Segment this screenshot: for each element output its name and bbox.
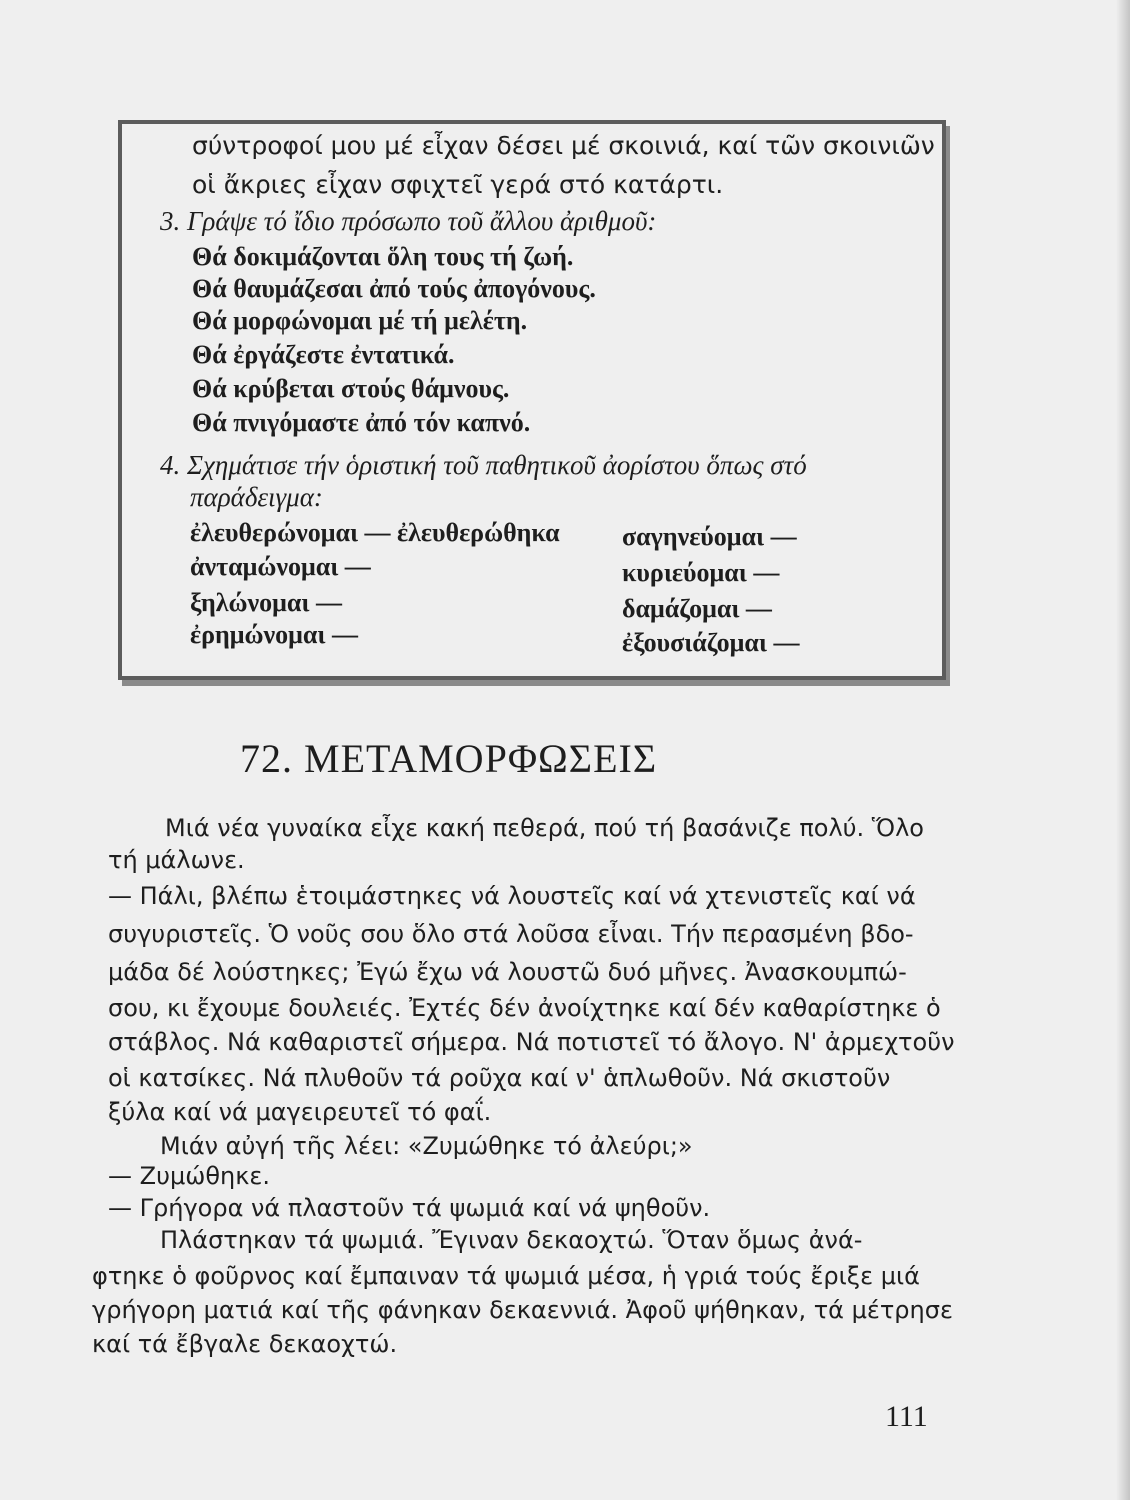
exercise-4-left-item: ἐλευθερώνομαι — ἐλευθερώθηκα — [190, 518, 560, 547]
page-edge-shadow — [1116, 0, 1130, 1500]
exercise-3-item: Θά θαυμάζεσαι ἀπό τούς ἀπογόνους. — [192, 274, 596, 303]
story-line: μάδα δέ λούστηκες; Ἐγώ ἔχω νά λουστῶ δυό μῆνες. Ἀνασκουμπώ- — [108, 958, 907, 986]
intro-line-1: σύντροφοί μου μέ εἶχαν δέσει μέ σκοινιά, καί τῶν σκοινιῶν — [192, 131, 935, 160]
story-line: σου, κι ἔχουμε δουλειές. Ἐχτές δέν ἀνοίχτηκε καί δέν καθαρίστηκε ὁ — [108, 994, 941, 1022]
exercise-4-right-item: σαγηνεύομαι — — [622, 522, 797, 551]
page-number: 111 — [885, 1400, 928, 1433]
story-line: γρήγορη ματιά καί τῆς φάνηκαν δεκαεννιά. Ἀφοῦ ψήθηκαν, τά μέτρησε — [92, 1296, 953, 1324]
story-line: — Γρήγορα νά πλαστοῦν τά ψωμιά καί νά ψηθοῦν. — [108, 1194, 711, 1222]
story-line: ξύλα καί νά μαγειρευτεῖ τό φαΐ. — [108, 1098, 492, 1126]
story-line: στάβλος. Νά καθαριστεῖ σήμερα. Νά ποτιστεῖ τό ἄλογο. Ν' ἀρμεχτοῦν — [108, 1028, 955, 1056]
story-line: Πλάστηκαν τά ψωμιά. Ἔγιναν δεκαοχτώ. Ὅταν ὅμως ἀνά- — [160, 1226, 863, 1254]
exercise-3-item: Θά ἐργάζεστε ἐντατικά. — [192, 340, 455, 369]
exercise-4-left-item: ἐρημώνομαι — — [190, 620, 358, 649]
story-line: τή μάλωνε. — [108, 846, 245, 874]
exercise-3-item: Θά μορφώνομαι μέ τή μελέτη. — [192, 306, 528, 335]
exercise-4-left-item: ἀνταμώνομαι — — [190, 552, 371, 581]
story-line: καί τά ἔβγαλε δεκαοχτώ. — [92, 1330, 398, 1358]
exercise-3-item: Θά δοκιμάζονται ὅλη τους τή ζωή. — [192, 242, 574, 271]
story-line: συγυριστεῖς. Ὁ νοῦς σου ὅλο στά λοῦσα εἶναι. Τήν περασμένη βδο- — [108, 920, 914, 948]
lesson-title: 72. ΜΕΤΑΜΟΡΦΩΣΕΙΣ — [240, 736, 658, 781]
story-line: Μιά νέα γυναίκα εἶχε κακή πεθερά, πού τή βασάνιζε πολύ. Ὅλο — [165, 814, 924, 842]
exercise-3-item: Θά κρύβεται στούς θάμνους. — [192, 374, 510, 403]
intro-line-2: οἱ ἄκριες εἶχαν σφιχτεῖ γερά στό κατάρτι. — [192, 170, 724, 199]
exercise-4-instruction-cont: παράδειγμα: — [190, 482, 323, 512]
exercise-4-instruction: 4. Σχημάτισε τήν ὁριστική τοῦ παθητικοῦ ἀορίστου ὅπως στό — [160, 450, 807, 480]
story-line: οἱ κατσίκες. Νά πλυθοῦν τά ροῦχα καί ν' ἁπλωθοῦν. Νά σκιστοῦν — [108, 1064, 891, 1092]
story-line: — Ζυμώθηκε. — [108, 1162, 270, 1190]
story-line: Μιάν αὐγή τῆς λέει: «Ζυμώθηκε τό ἀλεύρι;» — [160, 1132, 693, 1160]
exercise-4-right-item: κυριεύομαι — — [622, 558, 780, 587]
exercise-3-item: Θά πνιγόμαστε ἀπό τόν καπνό. — [192, 408, 531, 437]
exercise-4-right-item: ἐξουσιάζομαι — — [622, 628, 800, 657]
exercise-3-instruction: 3. Γράψε τό ἴδιο πρόσωπο τοῦ ἄλλου ἀριθμοῦ: — [160, 206, 657, 236]
story-line: φτηκε ὁ φοῦρνος καί ἔμπαιναν τά ψωμιά μέσα, ἡ γριά τούς ἔριξε μιά — [92, 1262, 920, 1290]
exercise-4-right-item: δαμάζομαι — — [622, 594, 772, 623]
exercise-4-left-item: ξηλώνομαι — — [190, 588, 342, 617]
story-line: — Πάλι, βλέπω ἑτοιμάστηκες νά λουστεῖς καί νά χτενιστεῖς καί νά — [108, 882, 916, 910]
